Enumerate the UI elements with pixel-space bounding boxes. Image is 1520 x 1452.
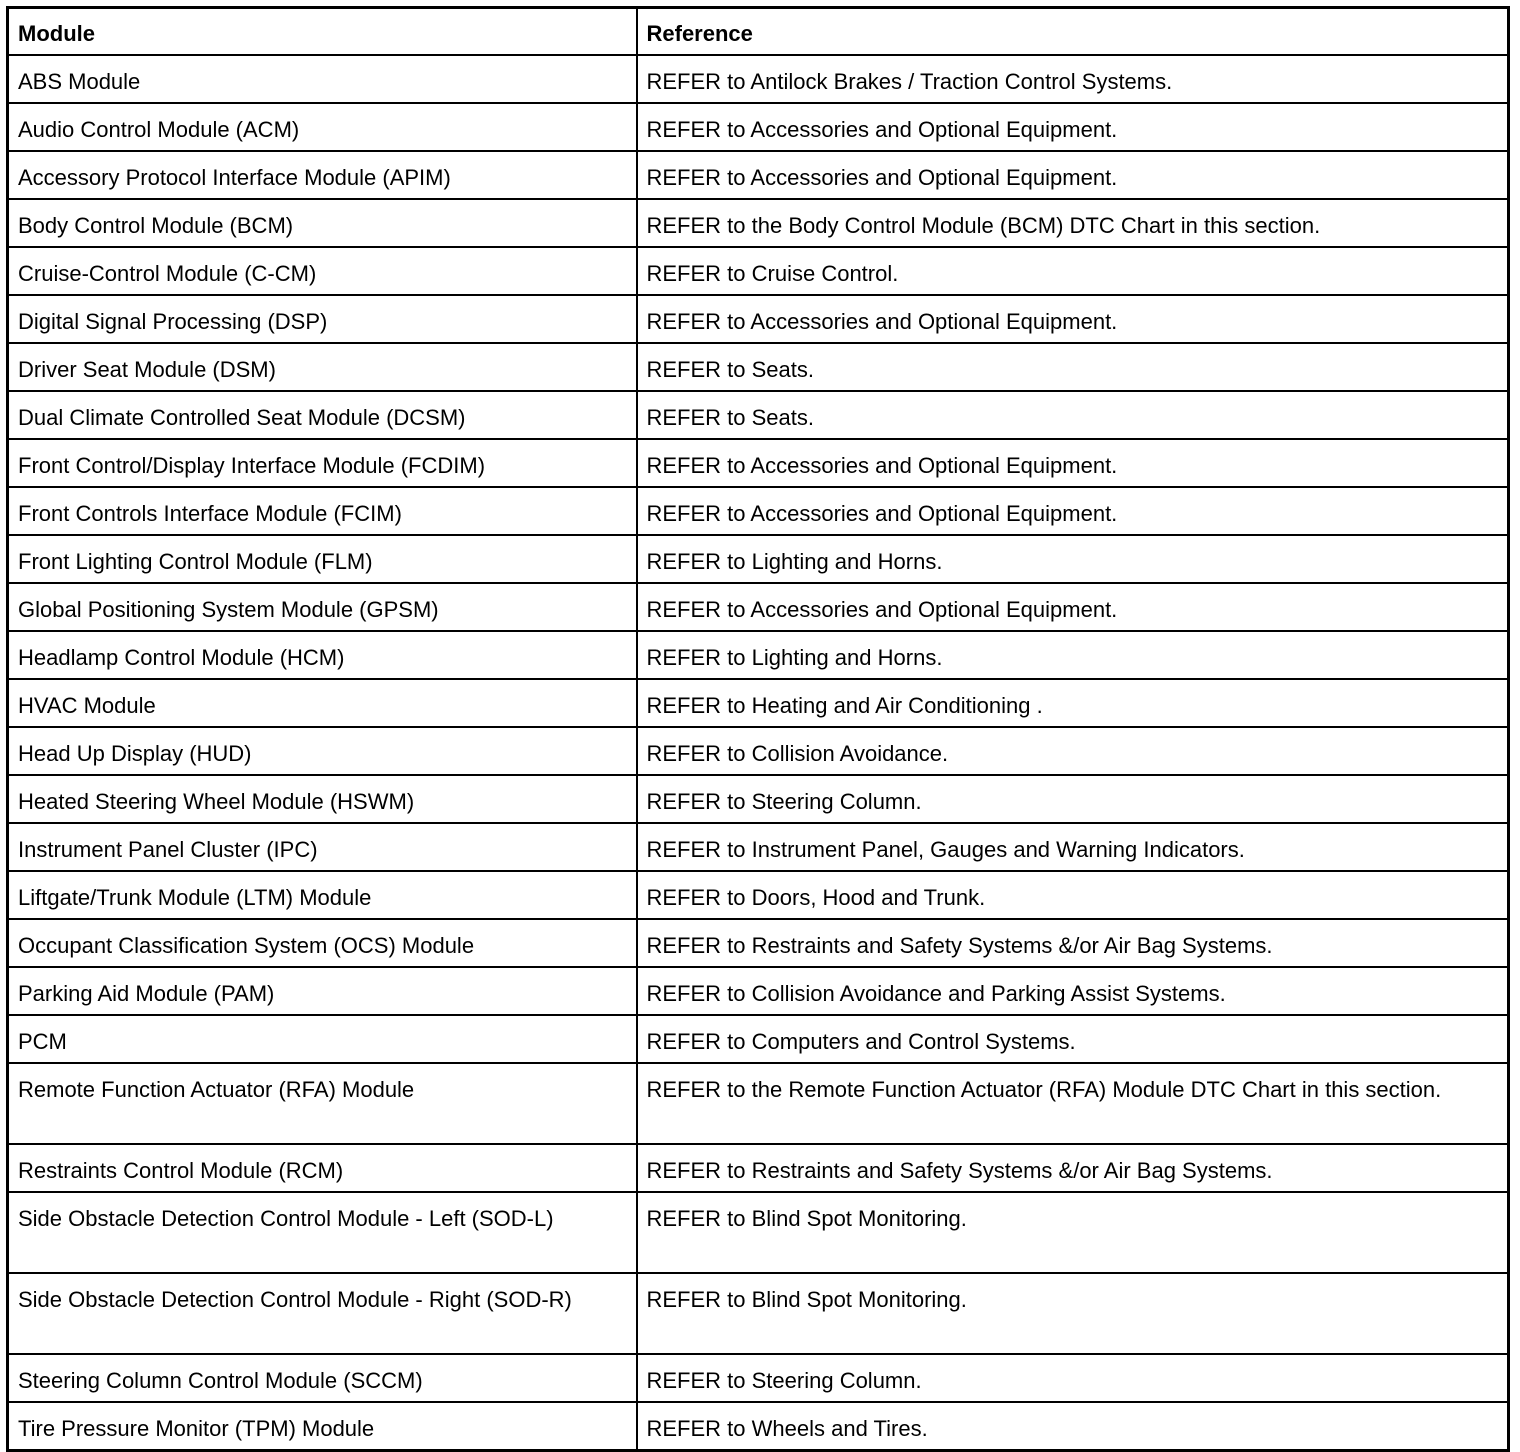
table-row — [8, 1015, 1509, 1063]
module-cell: Cruise-Control Module (C-CM) — [8, 247, 637, 295]
reference-cell: REFER to Instrument Panel, Gauges and Warning Indicators. — [637, 823, 1509, 871]
table-row — [8, 151, 1509, 199]
header-row — [8, 8, 1509, 56]
module-cell: Global Positioning System Module (GPSM) — [8, 583, 637, 631]
module-cell: Front Control/Display Interface Module (FCDIM) — [8, 439, 637, 487]
module-cell: Body Control Module (BCM) — [8, 199, 637, 247]
table-row — [8, 1402, 1509, 1451]
table-row — [8, 1354, 1509, 1402]
table-row — [8, 919, 1509, 967]
reference-cell: REFER to Restraints and Safety Systems &/or Air Bag Systems. — [637, 919, 1509, 967]
module-cell: Parking Aid Module (PAM) — [8, 967, 637, 1015]
reference-cell: REFER to the Remote Function Actuator (RFA) Module DTC Chart in this section. — [637, 1063, 1509, 1144]
module-cell: Steering Column Control Module (SCCM) — [8, 1354, 637, 1402]
module-cell: Side Obstacle Detection Control Module - Left (SOD-L) — [8, 1192, 637, 1273]
table-row — [8, 823, 1509, 871]
module-cell: Heated Steering Wheel Module (HSWM) — [8, 775, 637, 823]
module-cell: Headlamp Control Module (HCM) — [8, 631, 637, 679]
table-row — [8, 1273, 1509, 1354]
module-cell: HVAC Module — [8, 679, 637, 727]
module-cell: Front Lighting Control Module (FLM) — [8, 535, 637, 583]
table-row — [8, 247, 1509, 295]
table-row — [8, 1192, 1509, 1273]
table-row — [8, 103, 1509, 151]
table-row — [8, 631, 1509, 679]
module-cell: Digital Signal Processing (DSP) — [8, 295, 637, 343]
table-row — [8, 871, 1509, 919]
reference-cell: REFER to Accessories and Optional Equipment. — [637, 295, 1509, 343]
reference-cell: REFER to Accessories and Optional Equipment. — [637, 487, 1509, 535]
table-row — [8, 1063, 1509, 1144]
reference-cell: REFER to Cruise Control. — [637, 247, 1509, 295]
reference-cell: REFER to Collision Avoidance and Parking Assist Systems. — [637, 967, 1509, 1015]
reference-cell: REFER to Lighting and Horns. — [637, 631, 1509, 679]
reference-cell: REFER to Doors, Hood and Trunk. — [637, 871, 1509, 919]
module-cell: PCM — [8, 1015, 637, 1063]
reference-cell: REFER to Accessories and Optional Equipment. — [637, 583, 1509, 631]
module-cell: Instrument Panel Cluster (IPC) — [8, 823, 637, 871]
module-cell: Side Obstacle Detection Control Module - Right (SOD-R) — [8, 1273, 637, 1354]
module-cell: Front Controls Interface Module (FCIM) — [8, 487, 637, 535]
reference-cell: REFER to Blind Spot Monitoring. — [637, 1273, 1509, 1354]
table-row — [8, 1144, 1509, 1192]
reference-cell: REFER to Seats. — [637, 343, 1509, 391]
module-cell: Restraints Control Module (RCM) — [8, 1144, 637, 1192]
module-cell: Driver Seat Module (DSM) — [8, 343, 637, 391]
module-cell: Head Up Display (HUD) — [8, 727, 637, 775]
module-reference-table — [6, 6, 1510, 1452]
table-row — [8, 199, 1509, 247]
table-row — [8, 295, 1509, 343]
module-cell: Dual Climate Controlled Seat Module (DCSM) — [8, 391, 637, 439]
table-row — [8, 583, 1509, 631]
module-cell: Audio Control Module (ACM) — [8, 103, 637, 151]
reference-cell: REFER to Accessories and Optional Equipment. — [637, 151, 1509, 199]
reference-cell: REFER to Seats. — [637, 391, 1509, 439]
table-row — [8, 679, 1509, 727]
module-cell: Liftgate/Trunk Module (LTM) Module — [8, 871, 637, 919]
table-row — [8, 967, 1509, 1015]
module-cell: Accessory Protocol Interface Module (APIM) — [8, 151, 637, 199]
reference-cell: REFER to Wheels and Tires. — [637, 1402, 1509, 1451]
reference-cell: REFER to Blind Spot Monitoring. — [637, 1192, 1509, 1273]
reference-cell: REFER to Restraints and Safety Systems &/or Air Bag Systems. — [637, 1144, 1509, 1192]
table-row — [8, 439, 1509, 487]
reference-cell: REFER to Accessories and Optional Equipment. — [637, 439, 1509, 487]
table-row — [8, 487, 1509, 535]
module-cell: ABS Module — [8, 55, 637, 103]
reference-cell: REFER to Accessories and Optional Equipment. — [637, 103, 1509, 151]
reference-cell: REFER to Computers and Control Systems. — [637, 1015, 1509, 1063]
table-row — [8, 775, 1509, 823]
table-row — [8, 727, 1509, 775]
table-row — [8, 391, 1509, 439]
reference-cell: REFER to Steering Column. — [637, 1354, 1509, 1402]
module-cell: Occupant Classification System (OCS) Module — [8, 919, 637, 967]
reference-cell: REFER to Lighting and Horns. — [637, 535, 1509, 583]
reference-cell: REFER to Collision Avoidance. — [637, 727, 1509, 775]
table-row — [8, 55, 1509, 103]
reference-column-header: Reference — [637, 8, 1509, 56]
module-cell: Tire Pressure Monitor (TPM) Module — [8, 1402, 637, 1451]
module-column-header: Module — [8, 8, 637, 56]
table-row — [8, 535, 1509, 583]
table-row — [8, 343, 1509, 391]
reference-cell: REFER to Steering Column. — [637, 775, 1509, 823]
reference-cell: REFER to Heating and Air Conditioning . — [637, 679, 1509, 727]
reference-cell: REFER to Antilock Brakes / Traction Control Systems. — [637, 55, 1509, 103]
module-cell: Remote Function Actuator (RFA) Module — [8, 1063, 637, 1144]
reference-cell: REFER to the Body Control Module (BCM) DTC Chart in this section. — [637, 199, 1509, 247]
